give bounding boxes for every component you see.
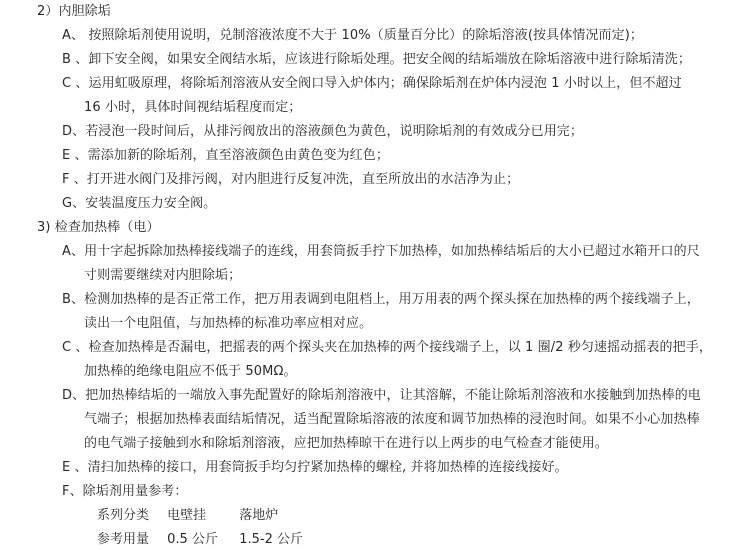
section-3-item-c-continuation: 加热棒的绝缘电阻应不低于 50MΩ。 [84,364,297,379]
section-3-item-f: F、除垢剂用量参考： [62,484,188,499]
section-2-heading: 2）内胆除垢 [37,4,111,19]
section-2-item-d: D、若浸泡一段时间后，从排污阀放出的溶液颜色为黄色，说明除垢剂的有效成分已用完； [62,124,584,139]
section-2-item-f: F 、打开进水阀门及排污阀，对内胆进行反复冲洗，直至所放出的水洁净为止； [62,172,520,187]
section-2-item-g: G、安装温度压力安全阀。 [62,196,217,211]
dosage-table-header-row [97,508,278,524]
section-2-item-c: C 、运用虹吸原理，将除垢剂溶液从安全阀口导入炉体内；确保除垢剂在炉体内浸泡 1 小时以上，但不超过 [62,76,682,91]
section-3-item-d-continuation-1: 气端子；根据加热棒表面结垢情况，适当配置除垢溶液的浓度和调节加热棒的浸泡时间。如果不小心加热棒 [84,412,700,427]
section-3-item-a: A、用十字起拆除加热棒接线端子的连线，用套筒扳手拧下加热棒，如加热棒结垢后的大小已超过水箱开口的尺 [62,244,700,259]
section-3-item-d: D、把加热棒结垢的一端放入事先配置好的除垢剂溶液中，让其溶解，不能让除垢剂溶液和水接触到加热棒的电 [62,388,701,403]
dosage-table-data-row [97,532,303,548]
table-cell: 1.5-2 公斤 [239,532,304,547]
section-2-item-a: A、 按照除垢剂使用说明，兑制溶液浓度不大于 10%（质量百分比）的除垢溶液(按具体情况而定)； [62,28,643,43]
section-3-item-c: C 、检查加热棒是否漏电，把摇表的两个探头夹在加热棒的两个接线端子上，以 1 圈/2 秒匀速摇动摇表的把手， [62,340,712,355]
section-2-item-c-continuation: 16 小时，具体时间视结垢程度而定； [84,100,302,115]
table-cell: 参考用量 [97,532,150,547]
section-3-item-b: B、检测加热棒的是否正常工作，把万用表调到电阻档上，用万用表的两个探头探在加热棒的两个接线端子上， [62,292,700,307]
section-3-item-d-continuation-2: 的电气端子接触到水和除垢剂溶液，应把加热棒晾干在进行以上两步的电气检查才能使用。 [84,436,609,451]
table-header-cell: 落地炉 [239,508,279,523]
section-3-item-a-continuation: 寸则需要继续对内胆除垢； [84,268,242,283]
section-3-heading: 3) 检查加热棒（电） [37,220,160,235]
table-cell: 0.5 公斤 [167,532,218,547]
table-header-cell: 系列分类 [97,508,150,523]
section-2-item-e: E 、需添加新的除垢剂，直至溶液颜色由黄色变为红色； [62,148,389,163]
table-header-cell: 电壁挂 [167,508,207,523]
section-2-item-b: B 、卸下安全阀，如果安全阀结水垢，应该进行除垢处理。把安全阀的结垢端放在除垢溶液中进行除垢清洗； [62,52,691,67]
section-3-item-b-continuation: 读出一个电阻值，与加热棒的标准功率应相对应。 [84,316,373,331]
section-3-item-e: E 、清扫加热棒的接口，用套筒扳手均匀拧紧加热棒的螺栓, 并将加热棒的连接线接好。 [62,460,568,475]
